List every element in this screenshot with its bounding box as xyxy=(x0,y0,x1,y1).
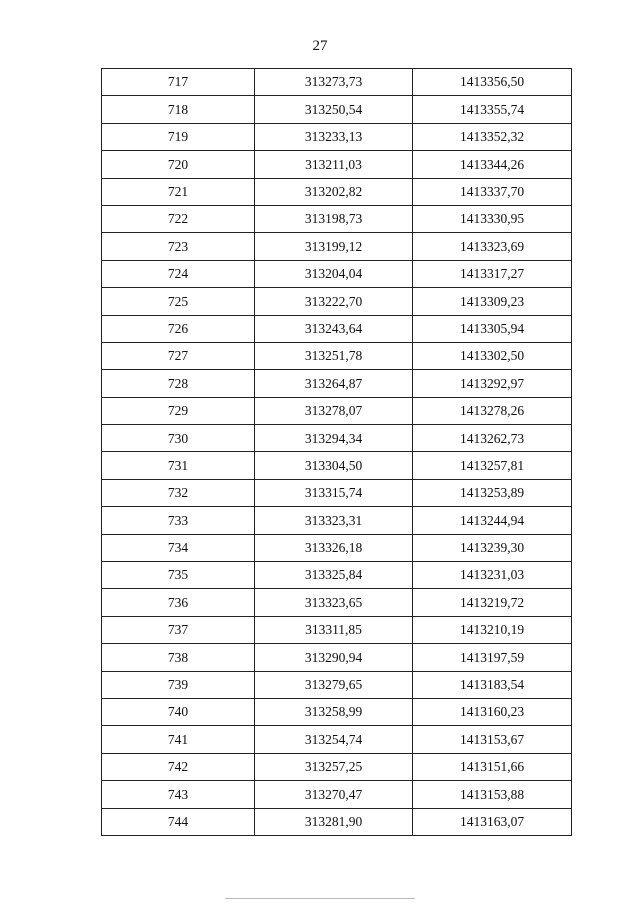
table-row xyxy=(102,397,572,424)
table-row xyxy=(102,452,572,479)
y-coordinate-cell: 1413309,23 xyxy=(413,288,572,315)
y-coordinate-cell: 1413302,50 xyxy=(413,342,572,369)
x-coordinate-cell: 313199,12 xyxy=(255,233,413,260)
table-row xyxy=(102,342,572,369)
y-coordinate-cell: 1413163,07 xyxy=(413,808,572,835)
x-coordinate-cell: 313250,54 xyxy=(255,96,413,123)
table-row xyxy=(102,205,572,232)
point-number-cell: 734 xyxy=(102,534,255,561)
point-number-cell: 724 xyxy=(102,260,255,287)
x-coordinate-cell: 313258,99 xyxy=(255,698,413,725)
point-number-cell: 725 xyxy=(102,288,255,315)
y-coordinate-cell: 1413153,88 xyxy=(413,781,572,808)
y-coordinate-cell: 1413323,69 xyxy=(413,233,572,260)
point-number-cell: 736 xyxy=(102,589,255,616)
point-number-cell: 726 xyxy=(102,315,255,342)
x-coordinate-cell: 313294,34 xyxy=(255,425,413,452)
y-coordinate-cell: 1413305,94 xyxy=(413,315,572,342)
table-row xyxy=(102,69,572,96)
y-coordinate-cell: 1413330,95 xyxy=(413,205,572,232)
point-number-cell: 742 xyxy=(102,753,255,780)
y-coordinate-cell: 1413292,97 xyxy=(413,370,572,397)
y-coordinate-cell: 1413210,19 xyxy=(413,616,572,643)
point-number-cell: 732 xyxy=(102,479,255,506)
y-coordinate-cell: 1413355,74 xyxy=(413,96,572,123)
table-row xyxy=(102,288,572,315)
x-coordinate-cell: 313273,73 xyxy=(255,69,413,96)
table-row xyxy=(102,781,572,808)
x-coordinate-cell: 313323,31 xyxy=(255,507,413,534)
table-row xyxy=(102,233,572,260)
x-coordinate-cell: 313326,18 xyxy=(255,534,413,561)
coordinates-table-body xyxy=(102,69,572,836)
table-row xyxy=(102,260,572,287)
table-row xyxy=(102,698,572,725)
table-row xyxy=(102,808,572,835)
x-coordinate-cell: 313211,03 xyxy=(255,151,413,178)
table-row xyxy=(102,534,572,561)
y-coordinate-cell: 1413262,73 xyxy=(413,425,572,452)
y-coordinate-cell: 1413337,70 xyxy=(413,178,572,205)
point-number-cell: 729 xyxy=(102,397,255,424)
point-number-cell: 740 xyxy=(102,698,255,725)
x-coordinate-cell: 313311,85 xyxy=(255,616,413,643)
table-row xyxy=(102,178,572,205)
x-coordinate-cell: 313222,70 xyxy=(255,288,413,315)
table-row xyxy=(102,425,572,452)
point-number-cell: 744 xyxy=(102,808,255,835)
point-number-cell: 730 xyxy=(102,425,255,452)
table-row xyxy=(102,562,572,589)
x-coordinate-cell: 313304,50 xyxy=(255,452,413,479)
y-coordinate-cell: 1413219,72 xyxy=(413,589,572,616)
table-row xyxy=(102,151,572,178)
y-coordinate-cell: 1413151,66 xyxy=(413,753,572,780)
x-coordinate-cell: 313257,25 xyxy=(255,753,413,780)
x-coordinate-cell: 313315,74 xyxy=(255,479,413,506)
point-number-cell: 722 xyxy=(102,205,255,232)
point-number-cell: 741 xyxy=(102,726,255,753)
x-coordinate-cell: 313243,64 xyxy=(255,315,413,342)
y-coordinate-cell: 1413244,94 xyxy=(413,507,572,534)
y-coordinate-cell: 1413231,03 xyxy=(413,562,572,589)
point-number-cell: 728 xyxy=(102,370,255,397)
x-coordinate-cell: 313270,47 xyxy=(255,781,413,808)
point-number-cell: 731 xyxy=(102,452,255,479)
table-row xyxy=(102,753,572,780)
y-coordinate-cell: 1413239,30 xyxy=(413,534,572,561)
point-number-cell: 737 xyxy=(102,616,255,643)
table-row xyxy=(102,479,572,506)
x-coordinate-cell: 313281,90 xyxy=(255,808,413,835)
table-row xyxy=(102,96,572,123)
y-coordinate-cell: 1413278,26 xyxy=(413,397,572,424)
x-coordinate-cell: 313279,65 xyxy=(255,671,413,698)
x-coordinate-cell: 313264,87 xyxy=(255,370,413,397)
x-coordinate-cell: 313204,04 xyxy=(255,260,413,287)
y-coordinate-cell: 1413344,26 xyxy=(413,151,572,178)
point-number-cell: 718 xyxy=(102,96,255,123)
point-number-cell: 727 xyxy=(102,342,255,369)
x-coordinate-cell: 313202,82 xyxy=(255,178,413,205)
point-number-cell: 735 xyxy=(102,562,255,589)
x-coordinate-cell: 313251,78 xyxy=(255,342,413,369)
table-row xyxy=(102,370,572,397)
y-coordinate-cell: 1413153,67 xyxy=(413,726,572,753)
page-bottom-divider xyxy=(225,898,415,899)
page-number: 27 xyxy=(312,38,328,54)
table-row xyxy=(102,507,572,534)
x-coordinate-cell: 313198,73 xyxy=(255,205,413,232)
table-row xyxy=(102,644,572,671)
y-coordinate-cell: 1413183,54 xyxy=(413,671,572,698)
coordinates-table xyxy=(101,68,572,836)
y-coordinate-cell: 1413257,81 xyxy=(413,452,572,479)
point-number-cell: 723 xyxy=(102,233,255,260)
y-coordinate-cell: 1413356,50 xyxy=(413,69,572,96)
point-number-cell: 743 xyxy=(102,781,255,808)
point-number-cell: 717 xyxy=(102,69,255,96)
table-row xyxy=(102,589,572,616)
table-row xyxy=(102,726,572,753)
point-number-cell: 719 xyxy=(102,123,255,150)
y-coordinate-cell: 1413253,89 xyxy=(413,479,572,506)
x-coordinate-cell: 313325,84 xyxy=(255,562,413,589)
table-row xyxy=(102,315,572,342)
table-row xyxy=(102,671,572,698)
y-coordinate-cell: 1413197,59 xyxy=(413,644,572,671)
point-number-cell: 733 xyxy=(102,507,255,534)
x-coordinate-cell: 313290,94 xyxy=(255,644,413,671)
y-coordinate-cell: 1413160,23 xyxy=(413,698,572,725)
point-number-cell: 720 xyxy=(102,151,255,178)
x-coordinate-cell: 313323,65 xyxy=(255,589,413,616)
x-coordinate-cell: 313233,13 xyxy=(255,123,413,150)
point-number-cell: 721 xyxy=(102,178,255,205)
y-coordinate-cell: 1413352,32 xyxy=(413,123,572,150)
x-coordinate-cell: 313254,74 xyxy=(255,726,413,753)
y-coordinate-cell: 1413317,27 xyxy=(413,260,572,287)
x-coordinate-cell: 313278,07 xyxy=(255,397,413,424)
point-number-cell: 739 xyxy=(102,671,255,698)
point-number-cell: 738 xyxy=(102,644,255,671)
table-row xyxy=(102,616,572,643)
table-row xyxy=(102,123,572,150)
